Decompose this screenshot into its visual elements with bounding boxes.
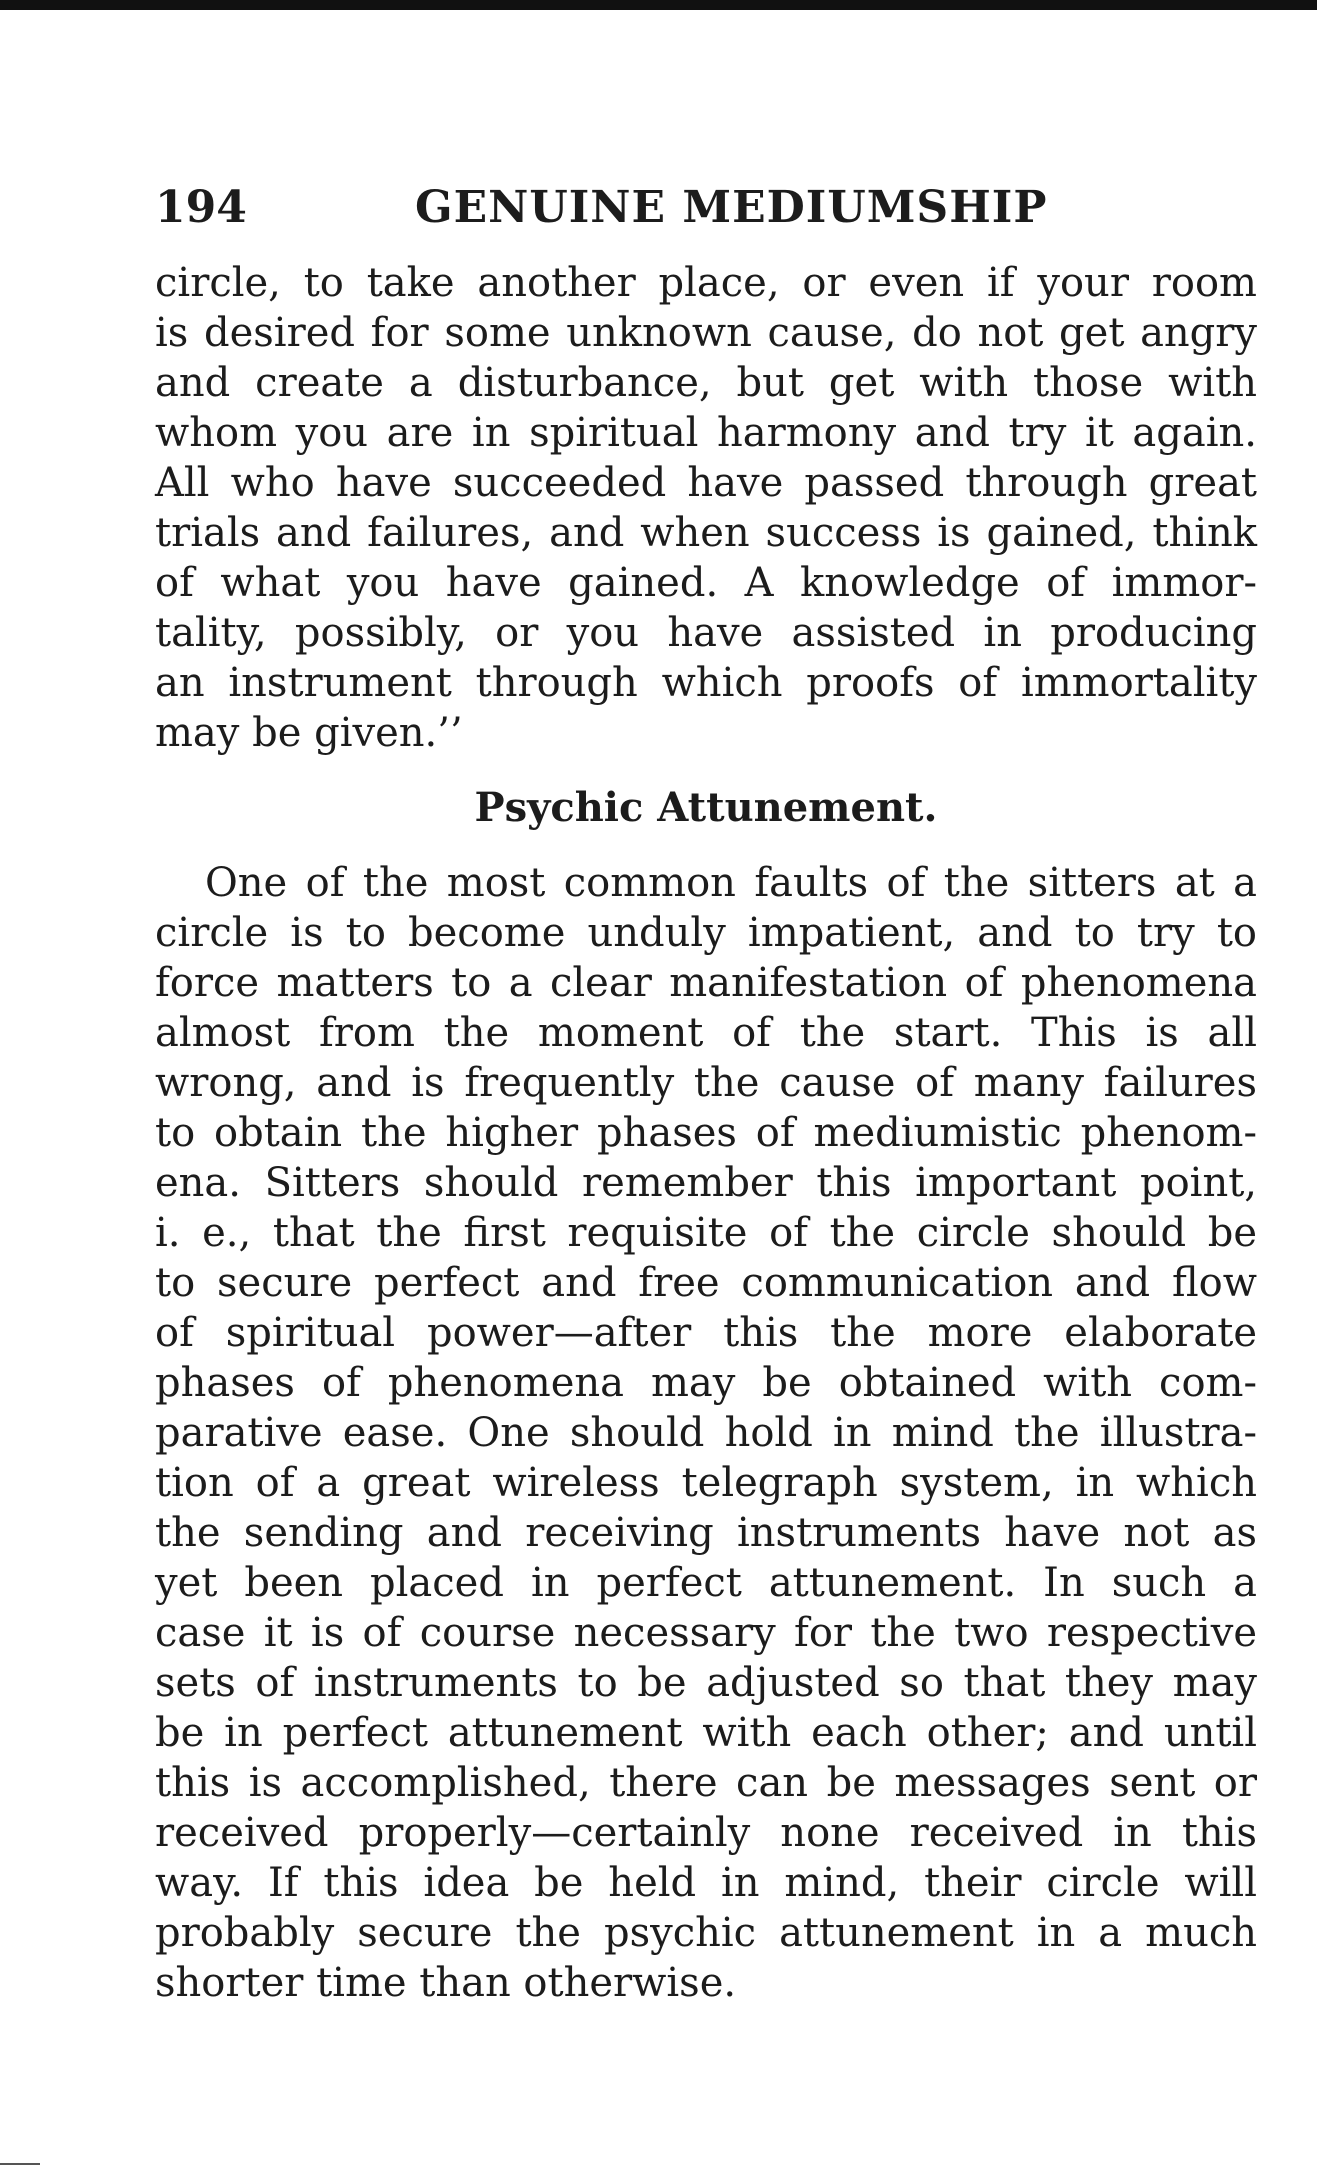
text-line: force matters to a clear manifestation of phenomena [155, 960, 1257, 1006]
page-header [155, 178, 1257, 238]
top-border-rule [0, 0, 1317, 10]
text-line: One of the most common faults of the sitters at a [205, 860, 1257, 906]
paragraph-continuation [155, 258, 1257, 758]
text-line: this is accomplished, there can be messages sent or [155, 1760, 1257, 1806]
text-line: i. e., that the first requisite of the circle should be [155, 1210, 1257, 1256]
text-line: wrong, and is frequently the cause of many failures [155, 1060, 1257, 1106]
scan-edge-mark [0, 2163, 40, 2165]
text-line: tion of a great wireless telegraph system, in which [155, 1460, 1257, 1506]
text-line: is desired for some unknown cause, do not get angry [155, 310, 1257, 356]
text-line: the sending and receiving instruments have not as [155, 1510, 1257, 1556]
text-line: be in perfect attunement with each other; and until [155, 1710, 1257, 1756]
text-line: of what you have gained. A knowledge of immor- [155, 560, 1257, 606]
text-line: to obtain the higher phases of mediumistic phenom- [155, 1110, 1257, 1156]
text-line: received properly—certainly none received in this [155, 1810, 1257, 1856]
text-line: parative ease. One should hold in mind the illustra- [155, 1410, 1257, 1456]
text-line: All who have succeeded have passed through great [155, 460, 1257, 506]
text-line: and create a disturbance, but get with those with [155, 360, 1257, 406]
text-line: probably secure the psychic attunement in a much [155, 1910, 1257, 1956]
text-line: shorter time than otherwise. [155, 1960, 737, 2006]
text-line: ena. Sitters should remember this important point, [155, 1160, 1257, 1206]
text-line: may be given.’’ [155, 710, 463, 756]
text-line: tality, possibly, or you have assisted in producing [155, 610, 1257, 656]
page-number: 194 [155, 182, 247, 233]
text-line: whom you are in spiritual harmony and try it again. [155, 410, 1257, 456]
text-line: sets of instruments to be adjusted so that they may [155, 1660, 1257, 1706]
text-line: yet been placed in perfect attunement. In such a [155, 1560, 1257, 1606]
section-heading: Psychic Attunement. [474, 784, 938, 831]
text-line: almost from the moment of the start. This is all [155, 1010, 1257, 1056]
text-line: an instrument through which proofs of immortality [155, 660, 1257, 706]
text-line: circle is to become unduly impatient, and to try to [155, 910, 1257, 956]
text-line: trials and failures, and when success is gained, think [155, 510, 1257, 556]
text-line: case it is of course necessary for the two respective [155, 1610, 1257, 1656]
text-line: to secure perfect and free communication and flow [155, 1260, 1257, 1306]
text-line: way. If this idea be held in mind, their circle will [155, 1860, 1257, 1906]
running-title: GENUINE MEDIUMSHIP [415, 182, 1048, 233]
text-line: circle, to take another place, or even if your room [155, 260, 1257, 306]
text-line: of spiritual power—after this the more elaborate [155, 1310, 1257, 1356]
paragraph-psychic-attunement [155, 858, 1257, 2008]
text-line: phases of phenomena may be obtained with com- [155, 1360, 1257, 1406]
